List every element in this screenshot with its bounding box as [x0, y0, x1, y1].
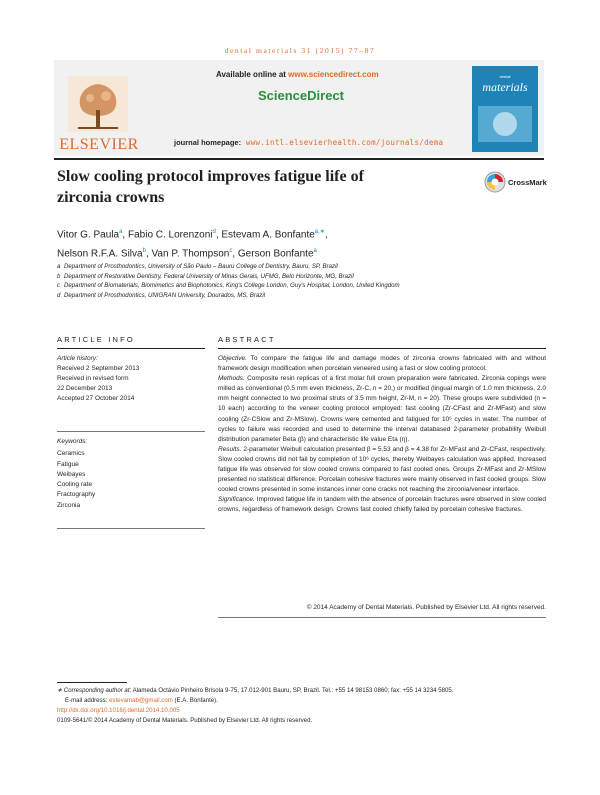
objective-text: To compare the fatigue life and damage modes of zirconia crowns fabricated with and without framework design modification when porcelain veneered using a fast or slow cooling protocol. [218, 355, 546, 373]
authors-line-2: Nelson R.F.A. Silva$^b$, Van P. Thompson$^c$, Gerson Bonfante$^a$ [57, 248, 317, 260]
history-item: Received 2 September 2013 [57, 365, 140, 372]
available-prefix: Available online at [216, 70, 289, 79]
affiliation-list [57, 262, 527, 300]
cover-subtitle: dental [499, 74, 511, 79]
sciencedirect-url[interactable]: www.sciencedirect.com [288, 70, 379, 79]
methods-text: Composite resin replicas of a first molar full crown preparation were fabricated. Zirconia copings were milled as conventional (0.5 mm even thickness, Zr-C, n = 20,) or modified (lingual margin of 1.0 mm thickness, 2.0 mm height connected to two proximal struts of 3.5 mm height, Zr-M, n = 20). These groups were subdivided (n = 10 each) according to the veneer cooling protocol employed: fast cooling (Zr-CFast and Zr-MFast) and slow cooling (Zr-CSlow and Zr-MSlow). Crowns were cemented and fatigued for 10⁶ cycles in water. The number of cycles to failure was recorded and used to determine the interval databased 2-parameter probability Weibull distribution parameter Beta (β) and characteristic life value Eta (η). [218, 375, 546, 443]
email-label: E-mail address: [65, 697, 108, 704]
keyword-item: Zirconia [57, 501, 81, 509]
abstract-results [218, 445, 546, 495]
author-affil-ref[interactable]: a [119, 229, 123, 235]
article-title [57, 166, 457, 208]
abstract-body [218, 354, 546, 516]
abstract-copyright: © 2014 Academy of Dental Materials. Published by Elsevier Ltd. All rights reserved. [306, 604, 546, 611]
affiliation-text: Department of Restorative Dentistry, Federal University of Minas Gerais, UFMG, Belo Horizonte, MG, Brazil [64, 272, 354, 280]
corresponding-author-note [57, 686, 527, 696]
journal-cover-image [472, 66, 538, 152]
title-line-2: zirconia crowns [57, 189, 165, 206]
authors-line-1: Vitor G. Paula$^a$, Fabio C. Lorenzoni$^d$, Estevam A. Bonfante$^{a,∗}$, [57, 229, 328, 241]
author-affil-ref[interactable]: b [142, 248, 146, 255]
keyword-item: Fatigue [57, 460, 79, 468]
keyword-item: Ceramics [57, 450, 85, 458]
author-name: Fabio C. Lorenzoni [127, 229, 213, 241]
objective-label: Objective. [218, 355, 247, 362]
affiliation-text: Department of Prosthodontics, UNIGRAN University, Dourados, MS, Brazil [64, 291, 266, 299]
keyword-item: Weibayes [57, 470, 86, 478]
author-name: Van P. Thompson [151, 248, 230, 260]
elsevier-wordmark: ELSEVIER [59, 136, 139, 153]
abstract-rule [218, 348, 546, 349]
affiliation-item [57, 291, 527, 301]
history-item: Accepted 27 October 2014 [57, 395, 135, 402]
homepage-url[interactable]: www.intl.elsevierhealth.com/journals/dema [245, 138, 444, 147]
email-note [57, 696, 527, 706]
crossmark-icon [484, 171, 506, 193]
keyword-list [57, 437, 205, 511]
affiliation-key: a [57, 263, 61, 270]
abstract-methods [218, 374, 546, 445]
footnote-rule [57, 682, 127, 683]
elsevier-tree-logo [58, 70, 138, 140]
significance-text: Improved fatigue life in tandem with the absence of porcelain fractures were observed in slow cooled crowns, regardless of framework design. Crowns fast cooled chiefly failed by porcelain cohesive fractures. [218, 496, 546, 514]
author-name: Vitor G. Paula [57, 229, 120, 241]
crossmark-label: CrossMark [508, 178, 547, 187]
affiliation-item [57, 272, 527, 282]
history-item: Received in revised form [57, 375, 129, 382]
journal-homepage [174, 138, 443, 147]
affiliation-key: b [57, 272, 61, 280]
author-affil-ref[interactable]: a [313, 248, 317, 255]
affiliation-text: Department of Biomaterials, Biomimetics and Biophotonics, King's College London, Guy's Hospital, London, United Kingdom [64, 282, 400, 289]
issn-note: 0109-5641/© 2014 Academy of Dental Materials. Published by Elsevier Ltd. All rights reserved. [57, 717, 313, 724]
author-list [57, 224, 527, 263]
email-link[interactable]: estevamab@gmail.com [109, 697, 173, 704]
history-item: 22 December 2013 [57, 385, 113, 392]
abstract-objective [218, 354, 546, 374]
methods-label: Methods. [218, 375, 245, 383]
author-affil-ref[interactable]: d [212, 229, 216, 235]
email-suffix: (E.A. Bonfante). [174, 697, 218, 704]
significance-label: Significance. [218, 496, 255, 504]
abstract-heading: ABSTRACT [218, 335, 276, 344]
header-divider [54, 158, 544, 160]
results-label: Results. [218, 445, 242, 453]
affiliation-text: Department of Prosthodontics, University of São Paulo – Bauru College of Dentistry, Bauru, SP, Brazil [64, 263, 338, 270]
keywords-label: Keywords: [57, 438, 88, 445]
article-history [57, 354, 205, 404]
history-divider [57, 431, 205, 432]
doi-link[interactable]: http://dx.doi.org/10.1016/j.dental.2014.10.005 [57, 707, 180, 714]
affiliation-key: d [57, 291, 61, 299]
journal-citation: dental materials 31 (2015) 77–87 [224, 46, 376, 55]
author-name: Estevam A. Bonfante [221, 229, 315, 241]
affiliation-key: c [57, 282, 61, 289]
cover-title: materials [482, 80, 528, 94]
homepage-label: journal homepage: [174, 138, 242, 147]
history-label: Article history: [57, 355, 98, 362]
keyword-item: Cooling rate [57, 481, 93, 489]
article-info-heading: ARTICLE INFO [57, 335, 135, 344]
corresponding-text: Alameda Octávio Pinheiro Brisola 9-75, 17.012-901 Bauru, SP, Brazil. Tel.: +55 14 98153 0860; fax: +55 14 3234 5805. [132, 687, 454, 694]
footnotes [57, 686, 527, 726]
sciencedirect-brand: ScienceDirect [258, 88, 344, 103]
available-online [216, 70, 379, 79]
author-affil-ref[interactable]: c [229, 248, 233, 255]
abstract-divider [218, 617, 546, 618]
abstract-significance [218, 495, 546, 515]
crossmark-badge[interactable] [484, 170, 547, 194]
author-name: Nelson R.F.A. Silva [57, 248, 143, 260]
keyword-item: Fractography [57, 491, 96, 499]
cover-art [472, 66, 538, 152]
results-text: 2-parameter Weibull calculation presented β = 5.53 and β = 4.38 for Zr-MFast and Zr-CFast, respectively. Slow cooled crowns did not fail by completion of 10⁶ cycles, thereby Weibayes calculation was applied. Increased fatigue life was observed for slow cooled crowns compared to fast cooled ones. Groups Zr-MFast and Zr-MSlow presented no statistical difference. Porcelain cohesive fractures were mainly observed in fast cooled groups. Slow cooled crowns presented in some instances inner cone cracks not reaching the zirconia/veneer interface. [218, 445, 546, 494]
author-affil-ref[interactable]: a,∗ [314, 229, 325, 235]
title-line-1: Slow cooling protocol improves fatigue life of [57, 168, 364, 185]
corresponding-label: ∗ Corresponding author at: [57, 687, 132, 694]
article-info-rule [57, 348, 205, 349]
affiliation-item [57, 281, 527, 291]
author-name: Gerson Bonfante [237, 248, 314, 260]
affiliation-item [57, 262, 527, 272]
keywords-divider [57, 528, 205, 529]
